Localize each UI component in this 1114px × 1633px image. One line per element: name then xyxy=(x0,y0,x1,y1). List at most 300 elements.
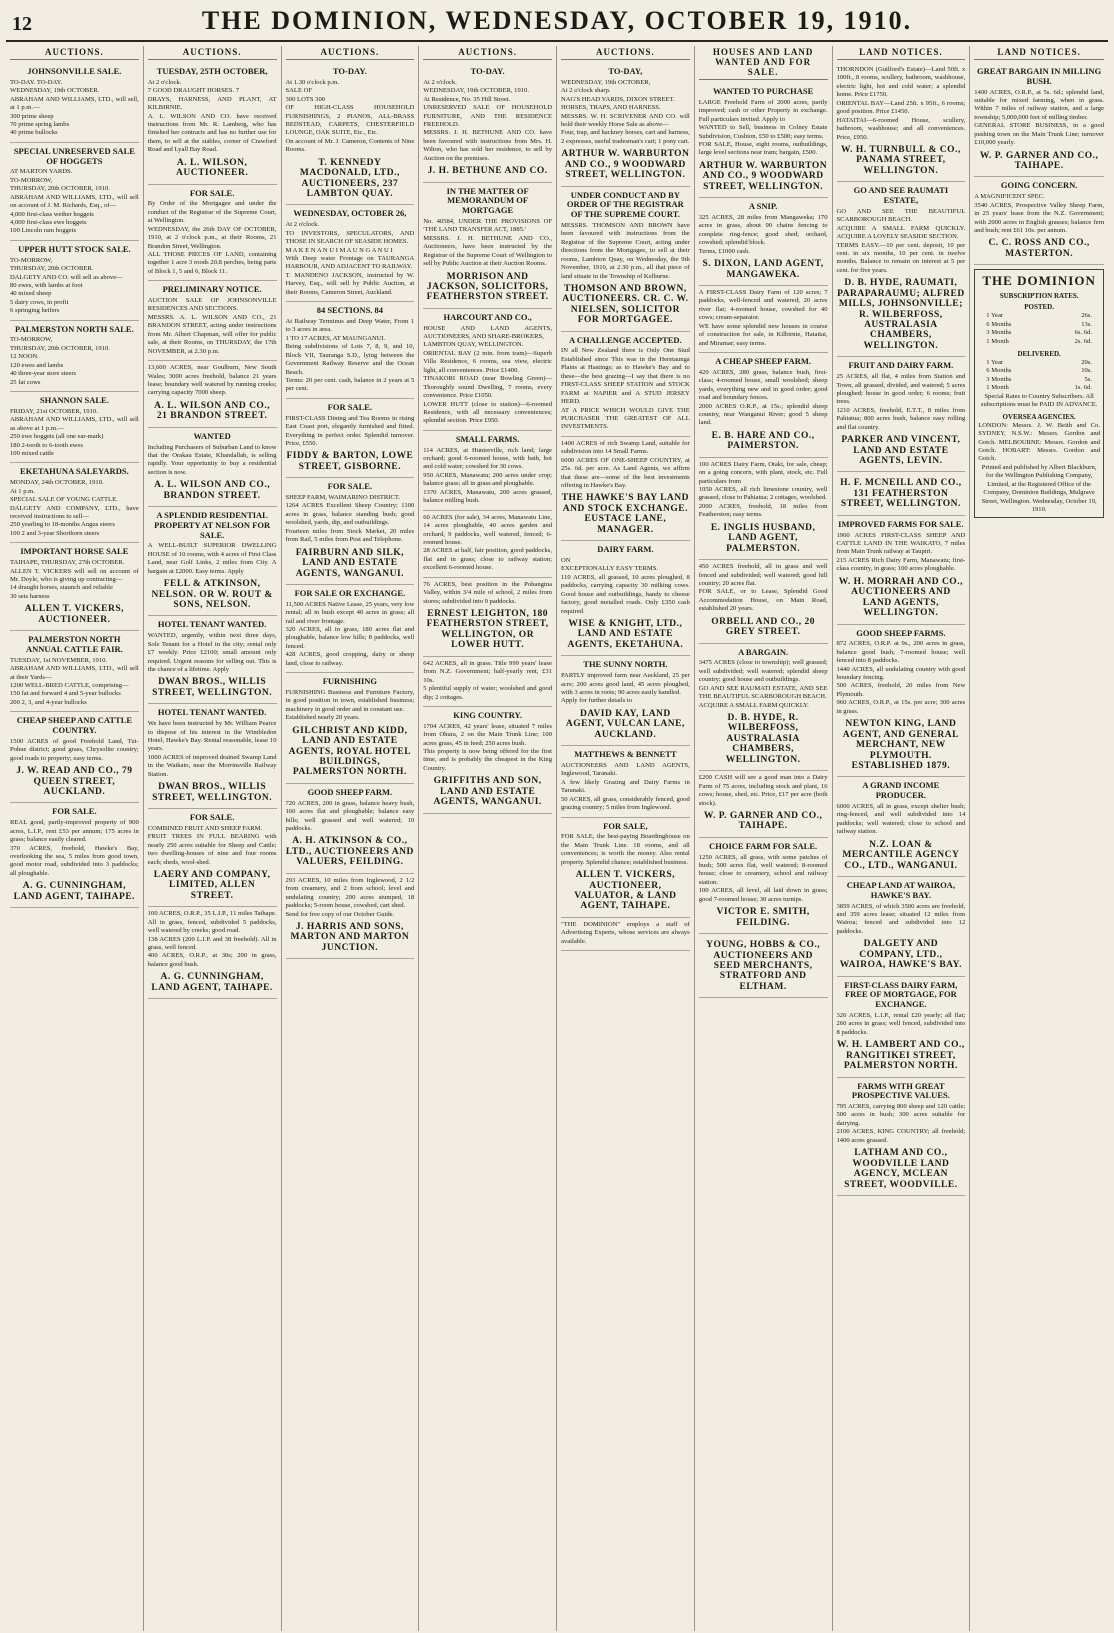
ad-title: TUESDAY, 25TH OCTOBER, xyxy=(156,66,268,76)
advertisement xyxy=(837,357,966,472)
ad-text: TAIHAPE, THURSDAY, 27th OCTOBER. xyxy=(10,559,125,567)
subscription-note: Special Rates to Country Subscribers. All subscriptions must be PAID IN ADVANCE. xyxy=(980,392,1098,409)
ad-text: 1370 ACRES, Manawatu, 200 acres grassed, balance milling bush. xyxy=(423,488,552,505)
ad-text: Four, trap, and hackney horses, cart and harness, 2 expresses, useful tradesman's cart; 1 pony cart. xyxy=(561,129,690,145)
ad-text: AUCTION SALE OF JOHNSONVILLE RESIDENCES AND SECTIONS. xyxy=(147,297,277,313)
ad-text: TO-MORROW, xyxy=(10,336,53,344)
advertisement xyxy=(148,507,277,616)
rate-price: 26s. xyxy=(1081,312,1092,320)
advertisement xyxy=(699,838,828,934)
advertisement xyxy=(286,63,415,205)
ad-agent-name: FIDDY & BARTON, LOWE STREET, GISBORNE. xyxy=(286,451,414,472)
ad-title: HARCOURT AND CO., xyxy=(443,311,532,322)
ad-text: Including Purchasers of Suburban Land to know that the Orakau Estate, Khandallah, is selling rapidly. Your opportunity to buy a residential section is now. xyxy=(147,443,277,476)
ad-agent-name: D. B. HYDE, RAUMATI, PARAPARAUMU; ALFRED MILLS, JOHNSONVILLE; R. WILBERFOSS, AUSTRALASIA CHAMBERS, WELLINGTON. xyxy=(837,278,965,351)
ad-title: FOR SALE. xyxy=(189,187,235,198)
advertisement xyxy=(286,874,415,960)
ad-text: Fourteen miles from Stock Market, 20 miles from Rail, 5 miles from Post and Telephone. xyxy=(285,527,415,544)
advertisement xyxy=(423,511,552,578)
ad-text: Being subdivisions of Lots 7, 8, 9, and 10, Block VII, Tauranga S.D., lying between the Government Railway Reserve and the Ocean Beach. xyxy=(285,343,415,376)
advertisement xyxy=(699,934,828,998)
ad-text: We have been instructed by Mr. William Pearce to dispose of his interest in the Wimbledon Hotel, Hawke's Bay. Rental reasonable, lease 10 years. xyxy=(147,720,277,753)
ad-text: 138 ACRES (200 L.I.P. and 38 freehold). All in grass, well fenced. xyxy=(147,935,277,952)
rate-period: 1 Month xyxy=(986,337,1009,345)
column-5 xyxy=(557,46,695,1631)
ad-text: 1210 ACRES, freehold, E.T.T., 8 miles from Pahiatua; 800 acres bush, balance easy rolling and flat country. xyxy=(836,406,966,431)
ad-text: HATAITAI—6-roomed House, scullery, bathroom, washhouse; and all conveniences. Price, £950. xyxy=(836,116,966,141)
newspaper-title: THE DOMINION, WEDNESDAY, OCTOBER 19, 1910. xyxy=(201,6,913,35)
ad-text: SALE OF xyxy=(285,87,313,95)
rate-period: 3 Months xyxy=(986,329,1012,337)
ad-text: 28 ACRES at half, fair position, good paddocks, flat and in grass; close to railway station; excellent 6-roomed house. xyxy=(423,547,552,572)
ad-text: Apply for further details to xyxy=(561,697,633,705)
ad-text: At Railway Terminus and Deep Water, From 1 to 3 acres in area. xyxy=(285,317,415,334)
advertisement xyxy=(10,143,139,241)
ad-agent-name: ARTHUR W. WARBURTON AND CO., 9 WOODWARD STREET, WELLINGTON. xyxy=(561,149,690,181)
advertisement xyxy=(837,877,966,977)
ad-text: 5 dairy cows, in profit xyxy=(10,298,69,306)
advertisement xyxy=(423,63,552,183)
ad-title: FRUIT AND DAIRY FARM. xyxy=(848,360,954,371)
ad-text: 7 GOOD DRAUGHT HORSES. 7 xyxy=(147,87,240,95)
ad-agent-name: LAERY AND COMPANY, LIMITED, ALLEN STREET. xyxy=(153,869,271,901)
ad-text: ORIENTAL BAY—Land 25ft. x 95ft., 6 rooms; good position. Price £1450. xyxy=(836,99,966,116)
ad-text: 50 ACRES, all grass, considerably fenced, good grazing country; 5 miles from Inglewood. xyxy=(561,795,690,812)
ad-title: JOHNSONVILLE SALE. xyxy=(27,66,122,76)
ad-agent-name: H. F. MCNEILL AND CO., 131 FEATHERSTON STREET, WELLINGTON. xyxy=(840,478,962,510)
ad-title: CHEAP SHEEP AND CATTLE COUNTRY. xyxy=(16,715,133,736)
advertisement xyxy=(148,63,277,185)
ad-text: 1264 ACRES Excellent Sheep Country; 1100 acres in grass, balance standing bush; good woolshed, yards, dip, and outbuildings. xyxy=(285,502,415,527)
ad-title: THE SUNNY NORTH. xyxy=(583,659,668,670)
advertisement xyxy=(561,63,690,187)
ad-text: 40 mixed sheep xyxy=(10,290,52,298)
ad-agent-name: E. B. HARE AND CO., PAIMERSTON. xyxy=(711,430,815,452)
ad-text: MESSRS. A. L. WILSON AND CO., 21 BRANDON STREET, acting under instructions from Mr. Albert Chapman, will offer for public sale, at their Rooms, on THURSDAY, the 17th NOVEMBER, at 2.30 p.m. xyxy=(147,313,277,355)
ad-text: At Residence, No. 35 Hill Street. xyxy=(423,95,511,103)
ad-text: 25 fat cows xyxy=(10,378,41,386)
subscription-subtitle: SUBSCRIPTION RATES. xyxy=(999,292,1079,301)
advertisement xyxy=(148,809,277,907)
ad-text: WE have some splendid new houses in course of construction for sale, in Kilbirnie, Hataitai, and Miramar; easy terms. xyxy=(698,322,828,347)
ad-text: MESSRS. J. H. BETHUNE AND CO., Auctioneers, have been instructed by the Registrar of the Supreme Court of Wellington to sell by Public Auction at their Auction Rooms. xyxy=(423,234,552,268)
ad-text: 12 NOON. xyxy=(10,353,39,361)
advertisement xyxy=(423,707,552,814)
column-4 xyxy=(419,46,557,1631)
advertisement xyxy=(286,302,415,399)
subscription-title: THE DOMINION xyxy=(982,273,1096,289)
ad-text: WANTED to Sell, business in Colney Estate Subdivision, Cushion, £50 to £500; easy terms. xyxy=(698,124,828,140)
ad-text: 6000 ACRES, all in grass, except shelter bush; ring-fenced, and well subdivided into 14 paddocks; well watered; close to school and railway station. xyxy=(836,802,966,836)
column-heading: AUCTIONS. xyxy=(286,46,415,60)
ad-text: A. L. WILSON AND CO. have received instructions from Mr. R. Lamberg, who has finished her contracts and has no further use for them, to sell at the stables, corner of Crawford Road and Lyall Bay Road. xyxy=(147,112,277,154)
rate-price: 20s. xyxy=(1081,358,1092,366)
ad-agent-name: N.Z. LOAN & MERCANTILE AGENCY CO., LTD., WANGANUI. xyxy=(842,839,960,871)
ad-text: T. MANDENO JACKSON, instructed by W. Harvey, Esq., will sell by Public Auction, at their Rooms, Cameron Street, Auckland. xyxy=(285,271,415,296)
ad-agent-name: GRIFFITHS AND SON, LAND AND ESTATE AGENTS, WANGANUI. xyxy=(433,776,542,808)
ad-agent-name: A. L. WILSON AND CO., BRANDON STREET. xyxy=(154,480,271,501)
ad-text: 1050 ACRES, all rich limestone country, well grassed, close to Pahiatua; 2 cottages, woolshed. xyxy=(698,486,828,502)
ad-agent-name: DWAN BROS., WILLIS STREET, WELLINGTON. xyxy=(152,677,273,698)
ad-title: CHOICE FARM FOR SALE. xyxy=(709,840,818,851)
ad-text: 3540 ACRES, Prospective Valley Sheep Farm, in 25 years' lease from the N.Z. Government; with 2000 acres in English grasses; balance fern and bush; rent £61 10s. per annum. xyxy=(974,201,1104,234)
ad-text: TUESDAY, 1st NOVEMBER, 1910. xyxy=(10,656,108,664)
advertisement xyxy=(699,353,828,458)
ad-agent-name: LATHAM AND CO., WOODVILLE LAND AGENCY, MCLEAN STREET, WOODVILLE. xyxy=(844,1148,958,1190)
page-number: 12 xyxy=(12,13,32,35)
ad-text: 293 ACRES, 10 miles from Inglewood, 2 1/2 from creamery, and 2 from school; level and undulating country; 200 acres stumped, 18 paddocks; 5-room house, cowshed, cart shed. xyxy=(285,876,415,910)
ad-text: 14 draught horses, staunch and reliable xyxy=(10,584,113,592)
rate-price: 13s. xyxy=(1081,320,1092,328)
ad-text: A MAGNIFICENT SPEC. xyxy=(974,193,1045,201)
ad-text: Terms, £1000 cash. xyxy=(698,247,750,255)
ad-text: ABRAHAM AND WILLIAMS, LTD., will sell at their Yards— xyxy=(10,665,139,681)
column-heading: LAND NOTICES. xyxy=(974,46,1104,60)
advertisement xyxy=(10,63,139,143)
ad-text: ABRAHAM AND WILLIAMS, LTD., will sell, at 1 p.m.— xyxy=(10,95,139,112)
ad-text: Send for free copy of our October Guide. xyxy=(285,910,395,918)
ad-text: DALGETY AND CO. will sell as above— xyxy=(10,273,123,281)
ad-text: At 2 o'clock. xyxy=(147,78,182,86)
ad-agent-name: J. W. READ AND CO., 79 QUEEN STREET, AUCKLAND. xyxy=(16,766,133,797)
advertisement xyxy=(286,399,415,478)
ad-text: 200 2, 3, and 4-year bullocks xyxy=(10,698,87,706)
ad-title: SMALL FARMS. xyxy=(455,433,520,444)
advertisement xyxy=(423,309,552,431)
ad-title: GREAT BARGAIN IN MILLING BUSH. xyxy=(977,66,1102,86)
imprint: Printed and published by Albert Blackburn, for the Wellington Publishing Company, Limited, at the Registered Office of the Company, Dominion Buildings, Mulgrave Street, Wellington. Wednesday, October 19, 1910. xyxy=(981,463,1097,514)
ad-text: WANTED, urgently, within next three days, Sole Tenant for a Hotel in the city; rental only £7 weekly. Price £2100; small amount only required. Urgent reasons for selling out. This is the chance of a lifetime. Apply xyxy=(147,632,277,673)
ad-agent-name: W. H. MORRAH AND CO., AUCTIONEERS AND LAND AGENTS, WELLINGTON. xyxy=(838,576,963,619)
ad-text: THURSDAY, 20th OCTOBER. xyxy=(10,265,94,273)
ad-text: 110 ACRES, all grassed, 10 acres ploughed, 8 paddocks, carrying capacity 30 milking cows. Good house and outbuildings, handy to cheese factory, good metalled roads. Only £350 cash required. xyxy=(561,573,690,615)
advertisement xyxy=(148,704,277,809)
advertisement xyxy=(286,478,415,585)
ad-text: "THE DOMINION" employs a staff of Advertising Experts, whose services are always available. xyxy=(561,920,690,945)
ad-title: A SNIP. xyxy=(748,201,778,212)
advertisement xyxy=(837,777,966,877)
advertisement xyxy=(10,712,139,803)
ad-text: THURSDAY, 20th OCTOBER, 1910. xyxy=(10,185,110,193)
ad-text: GENERAL STORE BUSINESS, in a good pushing town on the Main Trunk Line; turnover £10,000 yearly. xyxy=(974,122,1104,147)
ad-text: LARGE Freehold Farm of 2000 acres, partly improved; cash or other Property in exchange. Full particulars invited. Apply to xyxy=(698,98,828,123)
ad-text: Established nearly 20 years. xyxy=(285,714,360,722)
ad-text: At 2 o'clock. xyxy=(423,78,457,86)
ad-text: HORSES, TRAPS, AND HARNESS. xyxy=(561,104,661,112)
ad-text: TERMS EASY.—10 per cent. deposit, 10 per cent. in six months, 10 per cent. in twelve months. Balance to remain on interest at 5 per cent. for five years. xyxy=(836,241,966,274)
ad-text: FOR SALE, the best-paying Boardinghouse on the Main Trunk Line. 18 rooms, and all conveniences; is worth the money. Also rental property. Splendid chance; established business. xyxy=(561,833,690,866)
ad-text: TO-MORROW, xyxy=(10,176,53,184)
ad-agent-name: A. G. CUNNINGHAM, LAND AGENT, TAIHAPE. xyxy=(13,881,136,902)
agencies-list: LONDON: Messrs. J. W. Beith and Co. SYDNEY, N.S.W.: Messrs. Gordon and Gotch. MELBOURNE: Messrs. Gordon and Gotch. HOBART: Messrs. Gordon and Gotch. xyxy=(978,421,1100,463)
advertisement xyxy=(148,185,277,282)
advertisement xyxy=(561,818,690,918)
advertisement xyxy=(561,541,690,656)
ad-agent-name: THE HAWKE'S BAY LAND AND STOCK EXCHANGE. EUSTACE LANE, MANAGER. xyxy=(561,493,690,535)
ad-agent-name: C. C. ROSS AND CO., MASTERTON. xyxy=(988,238,1090,259)
ad-text: ORIENTAL BAY (2 min. from tram)—Superb Villa Residence, 6 rooms, sea view, electric light, all conveniences. Price £1400. xyxy=(423,349,552,374)
ad-text: 1900 ACRES FIRST-CLASS SHEEP AND CATTLE LAND IN THE WAIKATO, 7 miles from Main Trunk railway at Taupiri. xyxy=(836,531,966,556)
delivered-heading: DELIVERED. xyxy=(1017,349,1061,358)
ad-agent-name: MORRISON AND JACKSON, SOLICITORS, FEATHERSTON STREET. xyxy=(426,271,549,303)
ad-agent-name: WISE & KNIGHT, LTD., LAND AND ESTATE AGENTS, EKETAHUNA. xyxy=(567,619,684,650)
ad-text: GO AND SEE RAUMATI ESTATE, AND SEE THE BEAUTIFUL SCARBOROUGH BEACH. xyxy=(698,684,828,701)
rate-price: 6s. 6d. xyxy=(1074,329,1092,337)
ad-agent-name: J. H. BETHUNE AND CO. xyxy=(427,166,548,177)
ad-text: 150 fat and forward 4 and 5-year bullocks xyxy=(10,690,121,698)
ad-agent-name: ARTHUR W. WARBURTON AND CO., 9 WOODWARD STREET, WELLINGTON. xyxy=(699,160,828,192)
ad-agent-name: PARKER AND VINCENT, LAND AND ESTATE AGENTS, LEVIN. xyxy=(841,435,961,467)
ad-text: 500 ACRES, freehold, 20 miles from New Plymouth. xyxy=(836,682,966,698)
column-2 xyxy=(144,46,282,1631)
ad-title: WEDNESDAY, OCTOBER 26, xyxy=(293,208,407,219)
advertisement xyxy=(423,657,552,707)
ad-title: UPPER HUTT STOCK SALE. xyxy=(18,243,131,254)
advertisement xyxy=(699,560,828,644)
ad-text: DRAYS, HARNESS, AND PLANT, AT KILBIRNIE. xyxy=(147,95,277,112)
ad-text: 1400 ACRES, O.R.P., at 5s. 6d.; splendid land, suitable for mixed farming, when in grass. Within 7 miles of railway station, and a large township; 5,000,000 feet of milling timber. xyxy=(974,88,1104,121)
ad-text: 6000 ACRES OF ONE-SHEEP COUNTRY, at 25s. 6d. per acre. As Land Agents, we affirm that these are—some of the best investments offering in Hawke's Bay. xyxy=(561,456,690,490)
ad-text: £200 CASH will see a good man into a Dairy Farm of 75 acres, including stock and plant, 16 cows; house, shed, etc. Price, £17 per acre (both stock). xyxy=(698,774,828,807)
rate-period: 1 Year xyxy=(986,312,1004,320)
ad-text: MESSRS. W. H. SCRIVENER AND CO. will hold their weekly Horse Sale as above— xyxy=(561,112,690,128)
ad-text: Terms: 20 per cent. cash, balance in 2 years at 5 per cent. xyxy=(285,376,415,393)
ad-text: At 2 o'clock. xyxy=(285,221,320,229)
ad-title: FOR SALE. xyxy=(52,806,97,817)
ad-text: 950 ACRES, Manawatu; 200 acres under crop; balance grass; all in grass and ploughable. xyxy=(423,471,552,488)
ad-text: EXCEPTIONALLY EASY TERMS. xyxy=(561,565,659,573)
ad-title: EKETAHUNA SALEYARDS. xyxy=(20,466,129,477)
ad-title: WANTED TO PURCHASE xyxy=(712,86,814,96)
ad-agent-name: NEWTON KING, LAND AGENT, AND GENERAL MERCHANT, NEW PLYMOUTH. ESTABLISHED 1879. xyxy=(842,719,959,771)
ad-text: 3859 ACRES, of which 3500 acres are freehold, and 359 acres lease; situated 12 miles from Wairoa; fenced and subdivided into 12 paddocks. xyxy=(836,902,966,935)
ad-agent-name: FELL & ATKINSON, NELSON. OR W. ROUT & SONS, NELSON. xyxy=(151,579,273,611)
advertisement xyxy=(699,286,828,353)
ad-text: 100 Lincoln ram hoggets xyxy=(10,227,77,235)
advertisement xyxy=(837,977,966,1078)
rate-row xyxy=(978,312,1100,321)
ad-title: DAIRY FARM. xyxy=(597,544,654,555)
advertisement xyxy=(974,63,1104,177)
advertisement xyxy=(148,361,277,428)
ad-text: 2100 ACRES, KING COUNTRY; all freehold; 1400 acres grassed. xyxy=(836,1128,966,1144)
ad-text: REAL good, partly-improved property of 900 acres, L.I.P., rent £53 per annum; 175 acres in grass; balance easily cleared. xyxy=(10,819,139,844)
ad-title: SHANNON SALE. xyxy=(39,395,109,406)
masthead xyxy=(6,0,1108,42)
ad-text: ABRAHAM AND WILLIAMS, LTD., will sell on account of J. M. Richards, Esq., of— xyxy=(10,193,139,210)
ad-text: At 1 p.m. xyxy=(10,487,35,495)
ad-text: OF HIGH-CLASS HOUSEHOLD FURNISHINGS, 2 PIANOS, ALL-BRASS BEDSTEAD, CARPETS, CHESTERFIELD LOUNGE, OAK SUITE, Etc., Etc. xyxy=(285,104,415,137)
ad-text: 300 prime sheep xyxy=(10,112,54,120)
ad-text: WEDNESDAY, 19th OCTOBER, xyxy=(561,78,651,86)
ad-text: 180 2-tooth to 6-tooth ewes xyxy=(10,441,83,449)
ad-text: 30 sets harness xyxy=(10,592,50,600)
advertisement xyxy=(10,392,139,463)
advertisement xyxy=(561,437,690,541)
column-heading: AUCTIONS. xyxy=(561,46,690,60)
ad-title: CHEAP LAND AT WAIROA, HAWKE'S BAY. xyxy=(846,879,955,900)
ad-title: GOOD SHEEP FARMS. xyxy=(856,627,946,638)
ad-title: FOR SALE, xyxy=(603,820,648,831)
ad-agent-name: W. P. GARNER AND CO., TAIHAPE. xyxy=(979,150,1099,172)
ad-title: A BARGAIN. xyxy=(738,646,789,657)
rate-period: 3 Months xyxy=(986,375,1012,383)
ad-text: ALLEN T. VICKERS will sell on account of Mr. Doyle, who is giving up contracting— xyxy=(10,567,139,583)
ad-title: GOOD SHEEP FARM. xyxy=(307,786,393,797)
ad-agent-name: DAVID KAY, LAND AGENT, VULCAN LANE, AUCKLAND. xyxy=(565,708,685,740)
ad-text: 100 ACRES, O.R.P., 35 L.I.P., 11 miles Taihape. All in grass, fenced, subdivided 5 paddocks, well watered by creeks; good road. xyxy=(147,910,277,935)
advertisement xyxy=(974,177,1104,265)
rate-row xyxy=(978,338,1100,347)
advertisement xyxy=(837,516,966,625)
ad-text: On account of Mr. J. Cameron, Contents of Nine Rooms. xyxy=(285,137,415,154)
ad-text: PARTLY improved farm near Auckland, 25 per acre; 200 acres good land, 45 acres ploughed, with 3 acres in roots; 90 acres easily handled. xyxy=(561,672,690,696)
advertisement xyxy=(699,83,828,198)
ad-text: FOR SALE, House, eight rooms, outbuildings, large level sections near tram; bargain, £500. xyxy=(698,140,828,157)
ad-text: 720 ACRES, 200 in grass, balance heavy bush, 160 acres flat and ploughable; balance easy hills; well grassed and well watered; 10 paddocks. xyxy=(285,799,415,832)
advertisement xyxy=(699,771,828,838)
ad-title: A SPLENDID RESIDENTIAL PROPERTY AT NELSON FOR SALE. xyxy=(154,510,271,540)
ad-agent-name: J. HARRIS AND SONS, MARTON AND MARTON JUNCTION. xyxy=(290,921,410,953)
advertisement xyxy=(423,578,552,657)
ad-text: UNRESERVED SALE OF HOUSEHOLD FURNITURE, AND THE RESIDENCE FREEHOLD. xyxy=(423,104,552,128)
ad-text: 872 ACRES, O.R.P. at 9s., 200 acres in grass, balance good bush; 7-roomed house; well fenced into 8 paddocks. xyxy=(836,640,966,665)
ad-title: FURNISHING xyxy=(322,676,378,687)
ad-text: 1500 ACRES of good Freehold Land, Tui-Pohue district; good grass, Chrysolite country; good roads to property; easy terms. xyxy=(10,737,139,762)
ad-agent-name: THOMSON AND BROWN, AUCTIONEERS. CR. C. W. NIELSEN, SOLICITOR FOR MORTGAGEE. xyxy=(562,283,689,326)
advertisement xyxy=(837,63,966,182)
advertisement xyxy=(10,631,139,712)
ad-title: FOR SALE OR EXCHANGE. xyxy=(294,587,406,598)
ad-text: 428 ACRES, good cropping, dairy or sheep land, close to railway. xyxy=(285,651,415,667)
column-heading: HOUSES AND LAND WANTED AND FOR SALE. xyxy=(699,46,828,80)
ad-title: TO-DAY. xyxy=(470,66,505,76)
ad-text: 60 ACRES (for sale), 34 acres, Manawatu Line, 14 acres ploughable, 40 acres garden and orchard, 9 paddocks, well watered, fenced; 6-roomed house. xyxy=(423,513,552,546)
ad-text: LAMBTON QUAY, WELLINGTON. xyxy=(423,341,524,349)
ad-title: A GRAND INCOME PRODUCER. xyxy=(862,780,940,801)
advertisement xyxy=(423,431,552,511)
ad-text: 6 springing heifers xyxy=(10,307,60,315)
advertisement xyxy=(286,673,415,784)
ad-text: 80 ewes, with lambs at foot xyxy=(10,281,83,289)
ad-title: PRELIMINARY NOTICE. xyxy=(162,284,262,295)
advertisement xyxy=(561,918,690,951)
ad-agent-name: W. H. TURNBULL & CO., PANAMA STREET, WELLINGTON. xyxy=(840,144,961,176)
advertisement xyxy=(10,803,139,908)
ad-agent-name: ALLEN T. VICKERS, AUCTIONEER. xyxy=(24,604,125,625)
ad-text: FIRST-CLASS Dining and Tea Rooms in rising East Coast port, elegantly furnished and fitted. Everything in perfect order. Splendid turnover. Price, £550. xyxy=(285,414,415,447)
ad-text: ACQUIRE A SMALL FARM QUICKLY. xyxy=(698,701,809,709)
rate-period: 6 Months xyxy=(986,367,1012,375)
ad-text: 1200 WELL-BRED CATTLE, comprising— xyxy=(10,681,129,689)
ad-title: TO-DAY, xyxy=(608,66,643,76)
ad-text: At 2 o'clock sharp. xyxy=(561,87,611,95)
ad-text: 320 ACRES, L.I.P., rental £20 yearly; all flat; 260 acres in grass; well fenced, subdivided into 8 paddocks. xyxy=(836,1011,966,1036)
ad-title: FOR SALE. xyxy=(327,401,373,412)
ad-agent-name: E. INGLIS HUSBAND, LAND AGENT, PALMERSTON. xyxy=(710,522,816,554)
rate-price: 10s. xyxy=(1081,367,1092,375)
ad-text: GO AND SEE THE BEAUTIFUL SCARBOROUGH BEACH. xyxy=(836,207,966,224)
rate-row xyxy=(978,329,1100,338)
ad-agent-name: D. B. HYDE, R. WILBERFOSS, AUSTRALASIA CHAMBERS, WELLINGTON. xyxy=(725,713,801,765)
ad-text: 960 ACRES, O.R.P., at 15s. per acre; 300 acres in grass. xyxy=(836,699,966,715)
rate-period: 1 Month xyxy=(986,384,1009,392)
ad-title: IMPORTANT HORSE SALE xyxy=(20,546,129,557)
advertisement xyxy=(286,205,415,302)
ad-text: SPECIAL SALE OF YOUNG CATTLE. xyxy=(10,496,118,504)
advertisement xyxy=(148,281,277,361)
ad-text: 420 ACRES, 280 grass, balance bush, first-class; 4-roomed house, small woolshed; sheep yards, everything new and in good order; good road and boundary fences. xyxy=(698,368,828,402)
ad-title: HOTEL TENANT WANTED. xyxy=(157,707,267,718)
rate-row xyxy=(978,321,1100,330)
ad-agent-name: W. H. LAMBERT AND CO., RANGITIKEI STREET, PALMERSTON NORTH. xyxy=(836,1040,965,1072)
ad-text: 120 ewes and lambs xyxy=(10,361,64,369)
ad-text: A few likely Grazing and Dairy Farms in Taranaki. xyxy=(561,778,690,795)
ad-title: FIRST-CLASS DAIRY FARM, FREE OF MORTGAGE, FOR EXCHANGE. xyxy=(844,979,958,1010)
advertisement xyxy=(561,332,690,437)
advertisement xyxy=(148,428,277,507)
ad-text: 114 ACRES, at Hunterville, rich land; large orchard; good 6-roomed house, with bath, hot and cold water; cowshed for 30 cows. xyxy=(423,446,552,471)
ad-agent-name: YOUNG, HOBBS & CO., AUCTIONEERS AND SEED MERCHANTS, STRATFORD AND ELTHAM. xyxy=(706,940,821,992)
ad-text: LOWER HUTT (close to station)—6-roomed Residence, with all necessary conveniences; splendid section. Price £950. xyxy=(423,400,552,425)
ad-agent-name: ORBELL AND CO., 20 GREY STREET. xyxy=(711,616,815,638)
rate-row xyxy=(978,359,1100,368)
ad-text: With Deep water Frontage on TAURANGA HARBOUR, AND ADJACENT TO RAILWAY. xyxy=(285,254,415,271)
subscription-box xyxy=(974,269,1104,518)
ad-text: 2000 ACRES O.R.P., at 15s.; splendid sheep country, near Wanganui River; good 5 sheep land. xyxy=(698,402,828,427)
column-8 xyxy=(970,46,1108,1631)
ad-text: FOR SALE, or to Lease, Splendid Good Accommodation House, on Main Road, established 20 years. xyxy=(698,588,828,613)
ad-text: 795 ACRES, carrying 800 sheep and 120 cattle; 500 acres in bush; 300 acres suitable for dairying. xyxy=(836,1103,966,1127)
column-heading: LAND NOTICES. xyxy=(837,46,966,60)
rate-row xyxy=(978,376,1100,385)
ad-title: TO-DAY. xyxy=(332,66,367,76)
ad-agent-name: DALGETY AND COMPANY, LTD., WAIROA, HAWKE'S BAY. xyxy=(839,939,963,971)
advertisement xyxy=(837,1078,966,1196)
ad-text: 215 ACRES Rich Dairy Farm, Manawatu; first-class country, in grass; 100 acres ploughable. xyxy=(836,556,966,573)
ad-text: 642 ACRES, all in grass. Title 999 years' lease from N.Z. Government; half-yearly rent, £31 10s. xyxy=(423,659,552,684)
ad-text: 4,000 first-class ewe hoggets xyxy=(10,218,87,226)
ad-text: 40 prime bullocks xyxy=(10,129,58,137)
ad-text: 2000 ACRES, freehold, 18 miles from Featherston; easy terms. xyxy=(698,502,828,519)
ad-text: THORNDON (Guilford's Estate)—Land 50ft. x 100ft., 8 rooms, scullery, bathroom, washhouse, electric light, hot and cold water; a splendid home. Price £1750. xyxy=(836,66,966,99)
ad-text: WEDNESDAY, the 26th DAY OF OCTOBER, 1910, at 2 o'clock p.m., at their Rooms, 21 Brandon Street, Wellington. xyxy=(147,225,277,250)
ad-text: 1704 ACRES, 42 years' lease, situated 7 miles from Ohura, 2 on the Main Trunk Line; 100 acres grass, 45 in feed; 250 acres bush. xyxy=(423,722,552,747)
ad-text: FURNISHING Business and Furniture Factory, in good position in town, established business; machinery in good order and in constant use. xyxy=(285,688,415,713)
ad-title: MATTHEWS & BENNETT xyxy=(574,749,677,760)
advertisement xyxy=(10,321,139,392)
ad-title: KING COUNTRY. xyxy=(453,709,523,720)
ad-title: IMPROVED FARMS FOR SALE. xyxy=(838,518,964,529)
ad-text: 4,000 first-class wether hoggets xyxy=(10,210,94,218)
ad-agent-name: A. H. ATKINSON & CO., LTD., AUCTIONEERS AND VALUERS, FEILDING. xyxy=(285,836,414,868)
rate-price: 5s. xyxy=(1084,375,1092,383)
advertisement xyxy=(561,746,690,817)
ad-text: 100 ACRES Dairy Farm, Otaki, for sale, cheap; on a going concern, with plant, stock, etc. Full particulars from xyxy=(698,460,828,485)
advertisement xyxy=(699,644,828,772)
ad-text: 3475 ACRES (close to township); well grassed; well subdivided; well watered; splendid sheep country; good house and outbuildings. xyxy=(698,659,828,684)
ad-text: IN all New Zealand there is Only One Stud Established since This was in the Heretaunga Plains at Hastings; as to Hawke's Bay and to these—the best grazing—I say that there is no FIRST-CLASS SHEEP STATION and STOCK FARM at NAPIER and A STUD JERSEY HERD. xyxy=(561,347,690,406)
ad-text: 320 ACRES, all in grass, 180 acres flat and ploughable, balance low hills; 8 paddocks, well fenced. xyxy=(285,626,415,650)
ad-text: DALGETY AND COMPANY, LTD., have received instructions to sell— xyxy=(10,504,139,520)
ad-text: MONDAY, 24th OCTOBER, 1910. xyxy=(10,479,104,487)
ad-text: 1400 ACRES of rich Swamp Land, suitable for subdivision into 14 Small Farms. xyxy=(561,439,690,456)
ad-text: THURSDAY, 20th OCTOBER, 1910. xyxy=(10,344,110,352)
ad-title: FARMS WITH GREAT PROSPECTIVE VALUES. xyxy=(851,1080,950,1101)
advertisement xyxy=(148,616,277,704)
ad-agent-name: A. L. WILSON AND CO., 21 BRANDON STREET. xyxy=(154,400,271,422)
ad-text: TO INVESTORS, SPECULATORS, AND THOSE IN SEARCH OF SEASIDE HOMES. xyxy=(285,229,415,246)
